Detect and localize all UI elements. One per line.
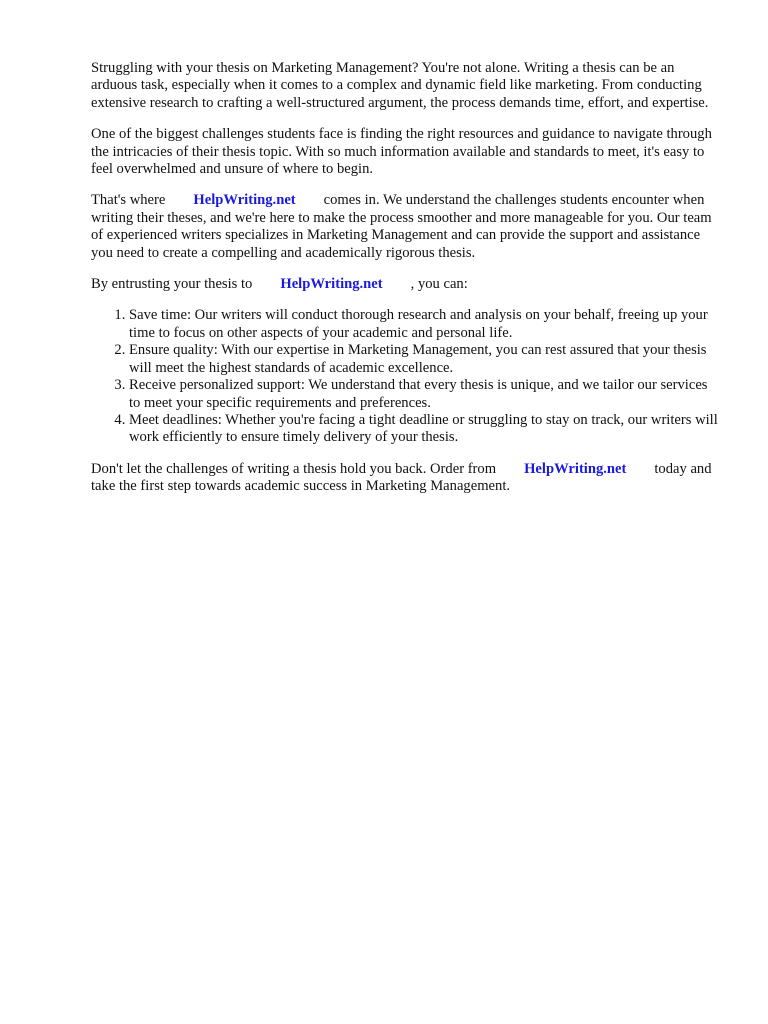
helpwriting-intro-paragraph: [91, 192, 721, 262]
list-item: 4. Meet deadlines: Whether you're facing a tight deadline or struggling to stay on track, our writers will work efficiently to ensure timely delivery of your thesis.: [129, 412, 721, 447]
entrusting-paragraph: [91, 276, 721, 293]
list-item: 2. Ensure quality: With our expertise in Marketing Management, you can rest assured that your thesis will meet the highest standards of academic excellence.: [129, 342, 721, 377]
paragraph-text-before: By entrusting your thesis to: [91, 276, 253, 293]
intro-paragraph: Struggling with your thesis on Marketing Management? You're not alone. Writing a thesis can be an arduous task, especially when it comes to a complex and dynamic field like marketing. From conducting extensive research to crafting a well-structured argument, the process demands time, effort, and expertise.: [91, 60, 709, 111]
list-item: 1. Save time: Our writers will conduct thorough research and analysis on your behalf, freeing up your time to focus on other aspects of your academic and personal life.: [129, 307, 721, 342]
benefits-list: [91, 307, 721, 446]
paragraph-text-before: That's where: [91, 192, 166, 209]
helpwriting-link[interactable]: HelpWriting.net: [280, 276, 383, 293]
paragraph-text-before: Don't let the challenges of writing a thesis hold you back. Order from: [91, 460, 497, 477]
paragraph-text-after: today and take the first step towards academic success in Marketing Management.: [91, 460, 712, 495]
closing-paragraph: [91, 461, 721, 496]
paragraph-text-after: , you can:: [410, 276, 468, 293]
document-page: [91, 60, 721, 510]
list-item: 3. Receive personalized support: We understand that every thesis is unique, and we tailor our services to meet your specific requirements and preferences.: [129, 377, 721, 412]
helpwriting-link[interactable]: HelpWriting.net: [524, 460, 627, 477]
challenges-paragraph: One of the biggest challenges students face is finding the right resources and guidance to navigate through the intricacies of their thesis topic. With so much information available and standards to meet, it's easy to feel overwhelmed and unsure of where to begin.: [91, 126, 712, 178]
helpwriting-link[interactable]: HelpWriting.net: [193, 192, 296, 209]
paragraph-text-after: comes in. We understand the challenges students encounter when writing their theses, and we're here to make the process smoother and more manageable for you. Our team of experienced writers specializes in Marketing Management and can provide the support and assistance you need to create a compelling and academically rigorous thesis.: [91, 192, 712, 261]
